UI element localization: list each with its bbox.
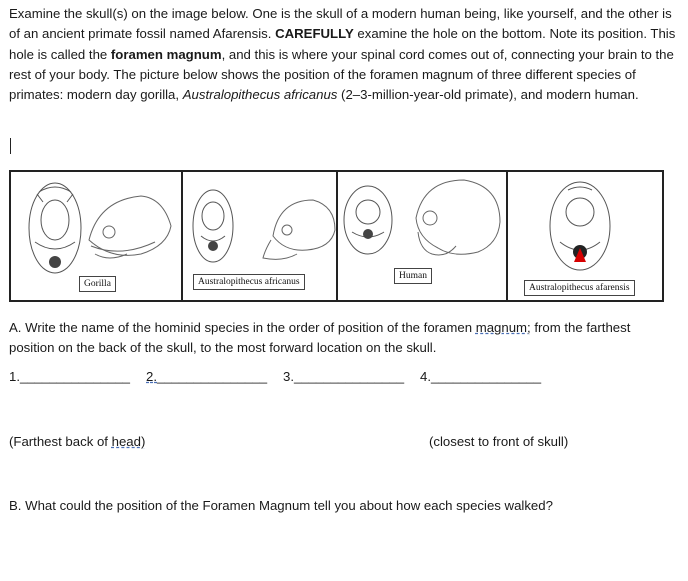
panel-africanus	[183, 172, 338, 300]
answer-blank-2[interactable]: 2._______________	[146, 369, 268, 384]
text-cursor	[10, 138, 11, 154]
answer-blank-4[interactable]: 4._______________	[420, 369, 542, 384]
panel-label-human: Human	[394, 268, 432, 284]
answer-blank-3[interactable]: 3._______________	[283, 369, 405, 384]
panel-gorilla	[11, 172, 183, 300]
panel-human	[338, 172, 508, 300]
note-farthest-back: (Farthest back of head)	[9, 434, 146, 449]
panel-label-africanus: Australopithecus africanus	[193, 274, 305, 290]
question-b: B. What could the position of the Foramen Magnum tell you about how each species walked?	[9, 498, 553, 513]
panel-label-gorilla: Gorilla	[79, 276, 116, 292]
question-a: A. Write the name of the hominid species in the order of position of the foramen magnum; from the farthest position on the back of the skull, to the most forward location on the skull.	[9, 320, 631, 356]
note-closest-front: (closest to front of skull)	[429, 434, 569, 449]
answer-blanks	[9, 369, 557, 384]
intro-paragraph: Examine the skull(s) on the image below. One is the skull of a modern human being, like yourself, and the other is of an ancient primate fossil named Afarensis. CAREFULLY examine the hole on the bottom. Note its position. This hole is called the foramen magnum, and this is where your spinal cord comes out of, connecting your brain to the rest of your body. The picture below shows the position of the foramen magnum of three different species of primates: modern day gorilla, Australopithecus africanus (2–3-million-year-old primate), and modern human.	[9, 6, 676, 103]
skull-image-strip	[9, 170, 664, 302]
answer-blank-1[interactable]: 1._______________	[9, 369, 131, 384]
panel-label-afarensis: Australopithecus afarensis	[524, 280, 635, 296]
panel-afarensis	[508, 172, 662, 300]
